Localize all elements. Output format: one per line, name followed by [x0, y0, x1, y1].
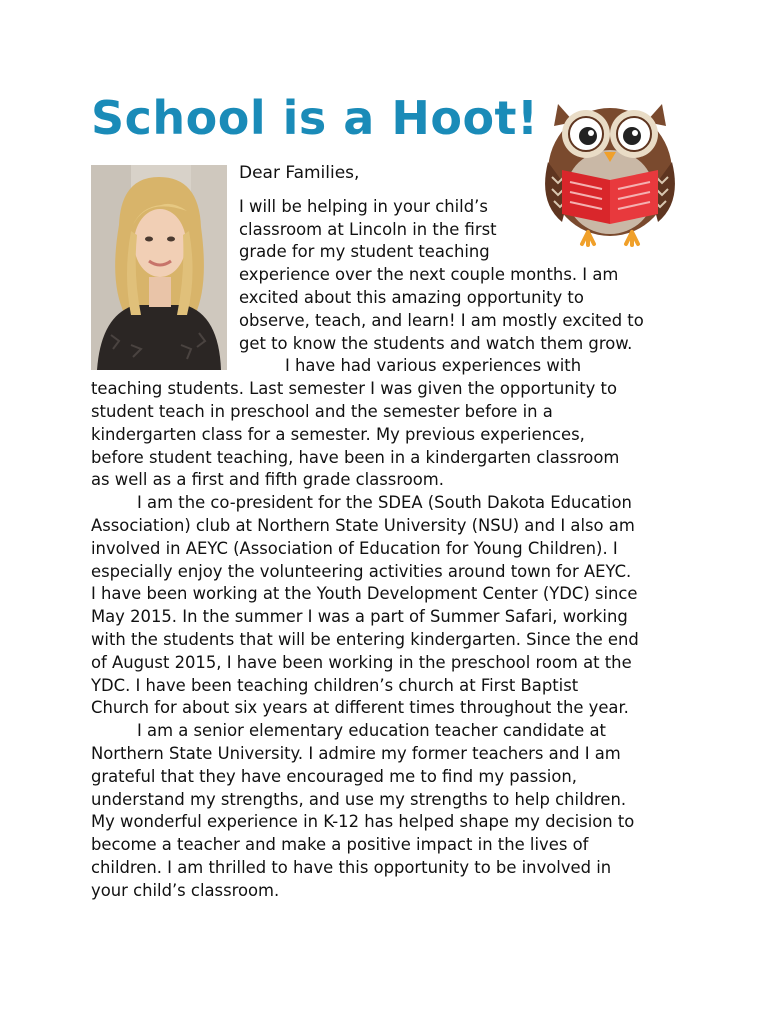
text-line: student teach in preschool and the semester before in a [91, 401, 553, 421]
text-line: May 2015. In the summer I was a part of Summer Safari, working [91, 607, 628, 627]
text-line: your child’s classroom. [91, 880, 280, 900]
text-line: children. I am thrilled to have this opportunity to be involved in [91, 857, 612, 877]
text-line: YDC. I have been teaching children’s church at First Baptist [91, 675, 579, 695]
text-line: experience over the next couple months. I am [239, 265, 619, 285]
text-line: especially enjoy the volunteering activities around town for AEYC. [91, 561, 632, 581]
text-line: excited about this amazing opportunity to [239, 287, 584, 307]
text-line: grateful that they have encouraged me to find my passion, [91, 766, 577, 786]
text-line: I am a senior elementary education teacher candidate at [137, 721, 606, 741]
text-line: I have been working at the Youth Development Center (YDC) since [91, 584, 638, 604]
text-line: grade for my student teaching [239, 242, 490, 262]
text-line: Northern State University. I admire my former teachers and I am [91, 743, 621, 763]
text-line: classroom at Lincoln in the first [239, 219, 497, 239]
text-line: observe, teach, and learn! I am mostly excited to [239, 310, 644, 330]
text-line: Church for about six years at different times throughout the year. [91, 698, 629, 718]
text-line: before student teaching, have been in a kindergarten classroom [91, 447, 620, 467]
text-line: become a teacher and make a positive impact in the lives of [91, 835, 589, 855]
text-line: I am the co-president for the SDEA (South Dakota Education [137, 493, 632, 513]
page-title: School is a Hoot! [91, 91, 539, 145]
text-line: Association) club at Northern State University (NSU) and I also am [91, 515, 635, 535]
text-line: teaching students. Last semester I was given the opportunity to [91, 379, 617, 399]
salutation: Dear Families, [239, 163, 360, 183]
text-line: get to know the students and watch them grow. [239, 333, 633, 353]
letter-body [91, 162, 681, 903]
text-line: of August 2015, I have been working in the preschool room at the [91, 652, 632, 672]
text-line: involved in AEYC (Association of Education for Young Children). I [91, 538, 618, 558]
text-line: as well as a first and fifth grade classroom. [91, 470, 444, 490]
spacer [91, 185, 681, 196]
text-line: with the students that will be entering kindergarten. Since the end [91, 629, 639, 649]
text-line: kindergarten class for a semester. My previous experiences, [91, 424, 585, 444]
text-line: understand my strengths, and use my strengths to help children. [91, 789, 627, 809]
text-line: I will be helping in your child’s [239, 196, 488, 216]
text-line: I have had various experiences with [285, 356, 582, 376]
text-line: My wonderful experience in K-12 has helped shape my decision to [91, 812, 635, 832]
